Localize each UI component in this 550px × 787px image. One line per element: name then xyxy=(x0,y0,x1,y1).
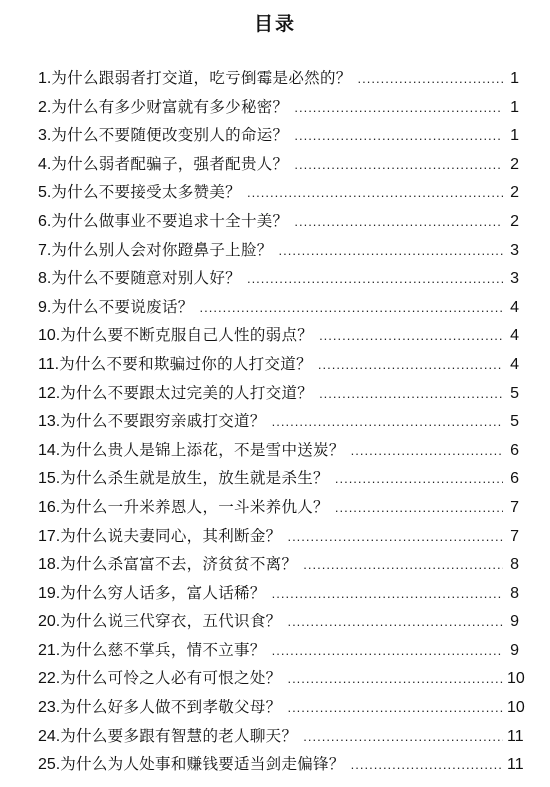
toc-page-number: 9 xyxy=(510,641,519,659)
toc-entry[interactable] xyxy=(38,495,519,524)
toc-entry[interactable] xyxy=(38,552,519,581)
toc-entry-number: 21. xyxy=(38,641,61,659)
toc-entry-number: 9. xyxy=(38,298,52,316)
toc-dot-leader xyxy=(247,185,503,200)
toc-page-number: 2 xyxy=(510,184,519,202)
toc-entry-number: 12. xyxy=(38,384,61,402)
toc-dot-leader xyxy=(303,729,503,744)
toc-page-number: 11 xyxy=(507,756,524,774)
toc-entry[interactable] xyxy=(38,152,519,181)
toc-entry-number: 11. xyxy=(38,355,60,373)
toc-entry[interactable] xyxy=(38,180,519,209)
toc-title: 目录 xyxy=(253,13,296,35)
toc-entry-title: 为什么不要说废话？ xyxy=(51,297,194,316)
toc-entry-title: 为什么不要跟穷亲戚打交道？ xyxy=(60,412,266,431)
toc-dot-leader xyxy=(272,414,503,429)
toc-entry-title: 为什么不要接受太多赞美？ xyxy=(51,183,241,202)
toc-page-number: 4 xyxy=(510,327,519,345)
toc-entry-title: 为什么杀生就是放生，放生就是杀生？ xyxy=(60,469,329,488)
toc-entry-number: 10. xyxy=(38,327,61,345)
toc-page-number: 8 xyxy=(510,584,519,602)
toc-entry-title: 为什么杀富富不去，济贫贫不离？ xyxy=(60,555,298,574)
toc-entry-title: 为什么有多少财富就有多少秘密？ xyxy=(51,97,289,116)
toc-page-number: 6 xyxy=(510,441,519,459)
toc-entry[interactable] xyxy=(38,352,519,381)
toc-entry-number: 18. xyxy=(38,556,61,574)
toc-entry[interactable] xyxy=(38,609,519,638)
toc-entry-number: 23. xyxy=(38,699,61,717)
toc-page-number: 2 xyxy=(510,155,519,173)
toc-dot-leader xyxy=(294,157,503,172)
toc-entry-number: 5. xyxy=(38,184,52,202)
toc-entry[interactable] xyxy=(38,695,525,724)
toc-entry-title: 为什么不要和欺骗过你的人打交道？ xyxy=(59,354,312,373)
toc-dot-leader xyxy=(272,643,503,658)
toc-entry-title: 为什么别人会对你蹬鼻子上脸？ xyxy=(51,240,273,259)
toc-entry-title: 为什么不要跟太过完美的人打交道？ xyxy=(60,383,314,402)
toc-page-number: 4 xyxy=(510,298,519,316)
toc-entry-title: 为什么说夫妻同心，其利断金？ xyxy=(60,526,282,545)
toc-entry[interactable] xyxy=(38,95,519,124)
toc-page-number: 7 xyxy=(510,498,519,516)
toc-entry-title: 为什么一升米养恩人，一斗米养仇人？ xyxy=(60,497,329,516)
toc-entry[interactable] xyxy=(38,724,524,753)
toc-page-number: 11 xyxy=(507,727,524,745)
toc-dot-leader xyxy=(287,671,503,686)
toc-entry[interactable] xyxy=(38,581,519,610)
toc-entry-title: 为什么慈不掌兵，情不立事？ xyxy=(60,640,266,659)
toc-dot-leader xyxy=(287,529,503,544)
toc-dot-leader xyxy=(294,100,503,115)
toc-dot-leader xyxy=(319,386,503,401)
toc-entry-number: 15. xyxy=(38,470,61,488)
toc-entry[interactable] xyxy=(38,295,519,324)
toc-dot-leader xyxy=(287,614,503,629)
toc-dot-leader xyxy=(319,328,503,343)
toc-entry-number: 6. xyxy=(38,212,52,230)
toc-dot-leader xyxy=(272,586,503,601)
toc-entry-title: 为什么跟弱者打交道，吃亏倒霉是必然的？ xyxy=(51,69,352,87)
toc-entry-title: 为什么说三代穿衣，五代识食？ xyxy=(60,612,282,631)
toc-entry-number: 8. xyxy=(38,270,52,288)
toc-dot-leader xyxy=(303,557,503,572)
toc-page-number: 8 xyxy=(510,556,519,574)
toc-entry-title: 为什么不要随意对别人好？ xyxy=(51,269,241,288)
toc-entry[interactable] xyxy=(38,438,519,467)
toc-dot-leader xyxy=(351,443,503,458)
toc-dot-leader xyxy=(200,300,503,315)
toc-entry[interactable] xyxy=(38,752,524,781)
toc-page-number: 1 xyxy=(510,98,519,116)
toc-page-number: 7 xyxy=(510,527,519,545)
toc-entry-number: 16. xyxy=(38,498,61,516)
toc-dot-leader xyxy=(247,271,503,286)
toc-entry-number: 4. xyxy=(38,155,52,173)
toc-entry-title: 为什么要不断克服自己人性的弱点？ xyxy=(60,326,314,345)
toc-entry-title: 为什么要多跟有智慧的老人聊天？ xyxy=(60,726,298,745)
toc-page-number: 9 xyxy=(510,613,519,631)
toc-entry[interactable] xyxy=(38,466,519,495)
table-of-contents xyxy=(38,66,525,781)
toc-entry-title: 为什么为人处事和赚钱要适当剑走偏锋？ xyxy=(60,755,345,774)
toc-page-number: 10 xyxy=(507,699,525,717)
toc-dot-leader xyxy=(294,128,503,143)
toc-entry[interactable] xyxy=(38,524,519,553)
toc-entry[interactable] xyxy=(38,666,525,695)
toc-entry[interactable] xyxy=(38,409,519,438)
toc-page-number: 10 xyxy=(507,670,525,688)
toc-entry[interactable] xyxy=(38,381,519,410)
toc-dot-leader xyxy=(335,500,503,515)
toc-entry-title: 为什么做事业不要追求十全十美？ xyxy=(51,211,289,230)
toc-entry[interactable] xyxy=(38,123,519,152)
toc-entry[interactable] xyxy=(38,238,519,267)
toc-entry-number: 17. xyxy=(38,527,61,545)
toc-entry-number: 22. xyxy=(38,670,61,688)
toc-entry-number: 13. xyxy=(38,413,61,431)
toc-entry-title: 为什么不要随便改变别人的命运？ xyxy=(51,126,289,145)
toc-entry-title: 为什么弱者配骗子，强者配贵人？ xyxy=(51,154,289,173)
toc-page-number: 3 xyxy=(510,270,519,288)
toc-page-number: 5 xyxy=(510,384,519,402)
toc-page-number: 6 xyxy=(510,470,519,488)
toc-page-number: 1 xyxy=(510,127,519,145)
toc-entry-number: 20. xyxy=(38,613,61,631)
toc-entry-title: 为什么好多人做不到孝敬父母？ xyxy=(60,698,282,717)
toc-entry-number: 24. xyxy=(38,727,61,745)
toc-entry-title: 为什么可怜之人必有可恨之处？ xyxy=(60,669,282,688)
toc-entry-number: 14. xyxy=(38,441,61,459)
toc-dot-leader xyxy=(351,757,503,772)
toc-entry-title: 为什么穷人话多，富人话稀？ xyxy=(60,583,266,602)
toc-page-number: 2 xyxy=(510,212,519,230)
toc-entry[interactable] xyxy=(38,266,519,295)
toc-page-number: 4 xyxy=(510,355,519,373)
toc-dot-leader xyxy=(294,214,503,229)
toc-page-number: 1 xyxy=(510,70,519,87)
toc-dot-leader xyxy=(279,243,503,258)
toc-entry[interactable] xyxy=(38,209,519,238)
toc-dot-leader xyxy=(358,71,503,86)
toc-page-number: 5 xyxy=(510,413,519,431)
toc-dot-leader xyxy=(318,357,503,372)
toc-entry-number: 7. xyxy=(38,241,52,259)
toc-entry-title: 为什么贵人是锦上添花，不是雪中送炭？ xyxy=(60,440,345,459)
toc-entry[interactable] xyxy=(38,66,519,95)
toc-entry-number: 2. xyxy=(38,98,52,116)
toc-entry[interactable] xyxy=(38,638,519,667)
toc-entry[interactable] xyxy=(38,323,519,352)
toc-entry-number: 25. xyxy=(38,756,61,774)
toc-page-number: 3 xyxy=(510,241,519,259)
toc-dot-leader xyxy=(287,700,503,715)
toc-entry-number: 19. xyxy=(38,584,61,602)
toc-entry-number: 1. xyxy=(38,70,52,87)
toc-entry-number: 3. xyxy=(38,127,52,145)
toc-dot-leader xyxy=(335,471,503,486)
